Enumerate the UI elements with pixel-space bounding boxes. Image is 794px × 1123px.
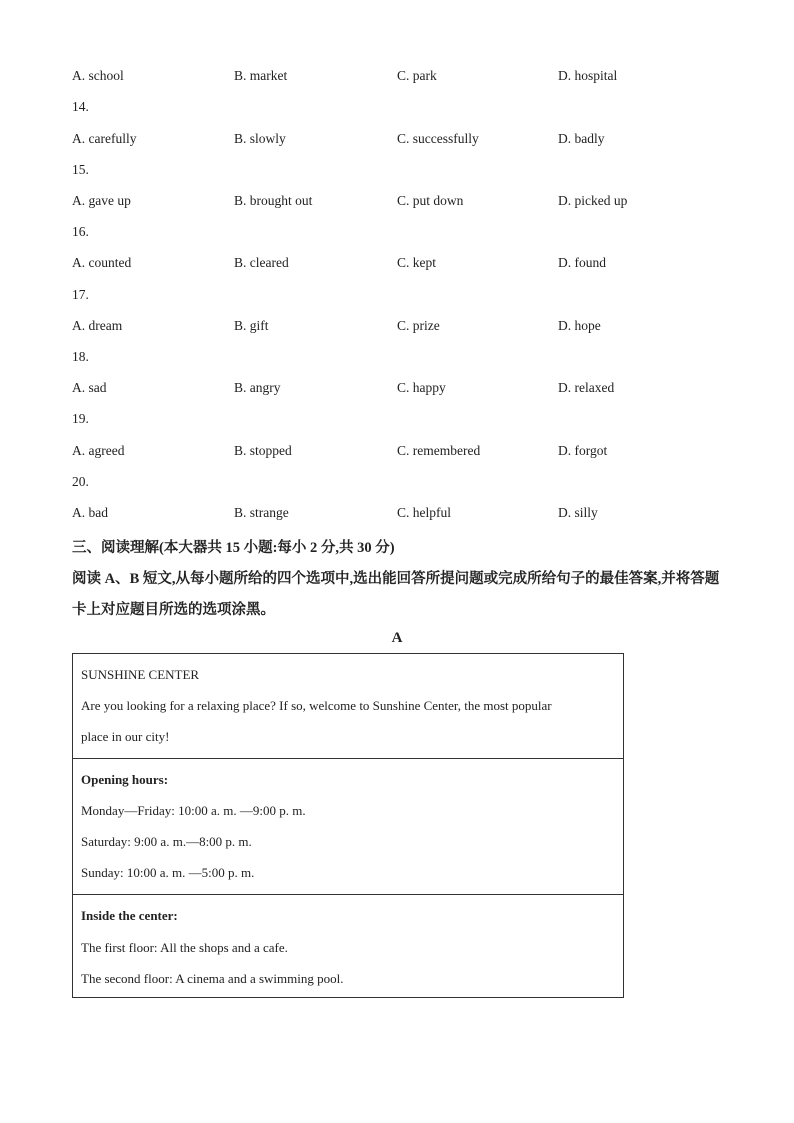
hours-line: Monday—Friday: 10:00 a. m. —9:00 p. m. (81, 803, 306, 818)
option-b: B. strange (234, 505, 289, 520)
passage-label: A (391, 630, 403, 646)
hours-heading: Opening hours: (81, 772, 169, 787)
floor-line: The first floor: All the shops and a cafe. (81, 940, 288, 955)
option-b: B. market (234, 68, 288, 83)
option-a: A. counted (72, 255, 132, 270)
section-instruction: 阅读 A、B 短文,从每小题所给的四个选项中,选出能回答所提问题或完成所给句子的最佳答案,并将答题卡上对应题目所选的选项涂黑。 (72, 571, 720, 618)
option-d: D. badly (558, 131, 605, 146)
inside-heading: Inside the center: (81, 908, 178, 923)
question-number: 16. (72, 224, 89, 239)
hours-line: Saturday: 9:00 a. m.—8:00 p. m. (81, 834, 252, 849)
hours-line: Sunday: 10:00 a. m. —5:00 p. m. (81, 865, 255, 880)
option-d: D. relaxed (558, 380, 615, 395)
option-b: B. angry (234, 380, 281, 395)
option-b: B. brought out (234, 193, 313, 208)
option-d: D. silly (558, 505, 598, 520)
option-d: D. forgot (558, 443, 608, 458)
option-a: A. dream (72, 318, 123, 333)
option-c: C. remembered (397, 443, 481, 458)
option-a: A. agreed (72, 443, 125, 458)
ad-box (72, 653, 624, 998)
question-number: 14. (72, 99, 89, 114)
question-number: 15. (72, 162, 89, 177)
option-b: B. slowly (234, 131, 286, 146)
question-number: 20. (72, 474, 89, 489)
option-c: C. happy (397, 380, 446, 395)
option-a: A. gave up (72, 193, 131, 208)
ad-hours-cell (73, 759, 623, 895)
option-c: C. put down (397, 193, 464, 208)
question-number: 17. (72, 287, 89, 302)
floor-line: The second floor: A cinema and a swimming pool. (81, 971, 344, 986)
option-a: A. school (72, 68, 124, 83)
option-d: D. picked up (558, 193, 628, 208)
option-b: B. cleared (234, 255, 289, 270)
ad-intro-cell (73, 654, 623, 759)
option-a: A. sad (72, 380, 107, 395)
option-d: D. hospital (558, 68, 618, 83)
ad-inside-cell (73, 895, 623, 999)
question-number: 18. (72, 349, 89, 364)
option-c: C. successfully (397, 131, 479, 146)
option-b: B. stopped (234, 443, 292, 458)
option-c: C. kept (397, 255, 436, 270)
option-a: A. carefully (72, 131, 137, 146)
option-c: C. prize (397, 318, 440, 333)
option-d: D. hope (558, 318, 601, 333)
section-title: 三、阅读理解(本大器共 15 小题:每小 2 分,共 30 分) (72, 540, 395, 556)
ad-title: SUNSHINE CENTER (81, 667, 200, 682)
option-c: C. park (397, 68, 437, 83)
option-b: B. gift (234, 318, 269, 333)
ad-intro-line: Are you looking for a relaxing place? If so, welcome to Sunshine Center, the most popular (81, 698, 552, 713)
option-c: C. helpful (397, 505, 451, 520)
question-number: 19. (72, 411, 89, 426)
ad-intro-line: place in our city! (81, 729, 170, 744)
option-a: A. bad (72, 505, 108, 520)
option-d: D. found (558, 255, 606, 270)
